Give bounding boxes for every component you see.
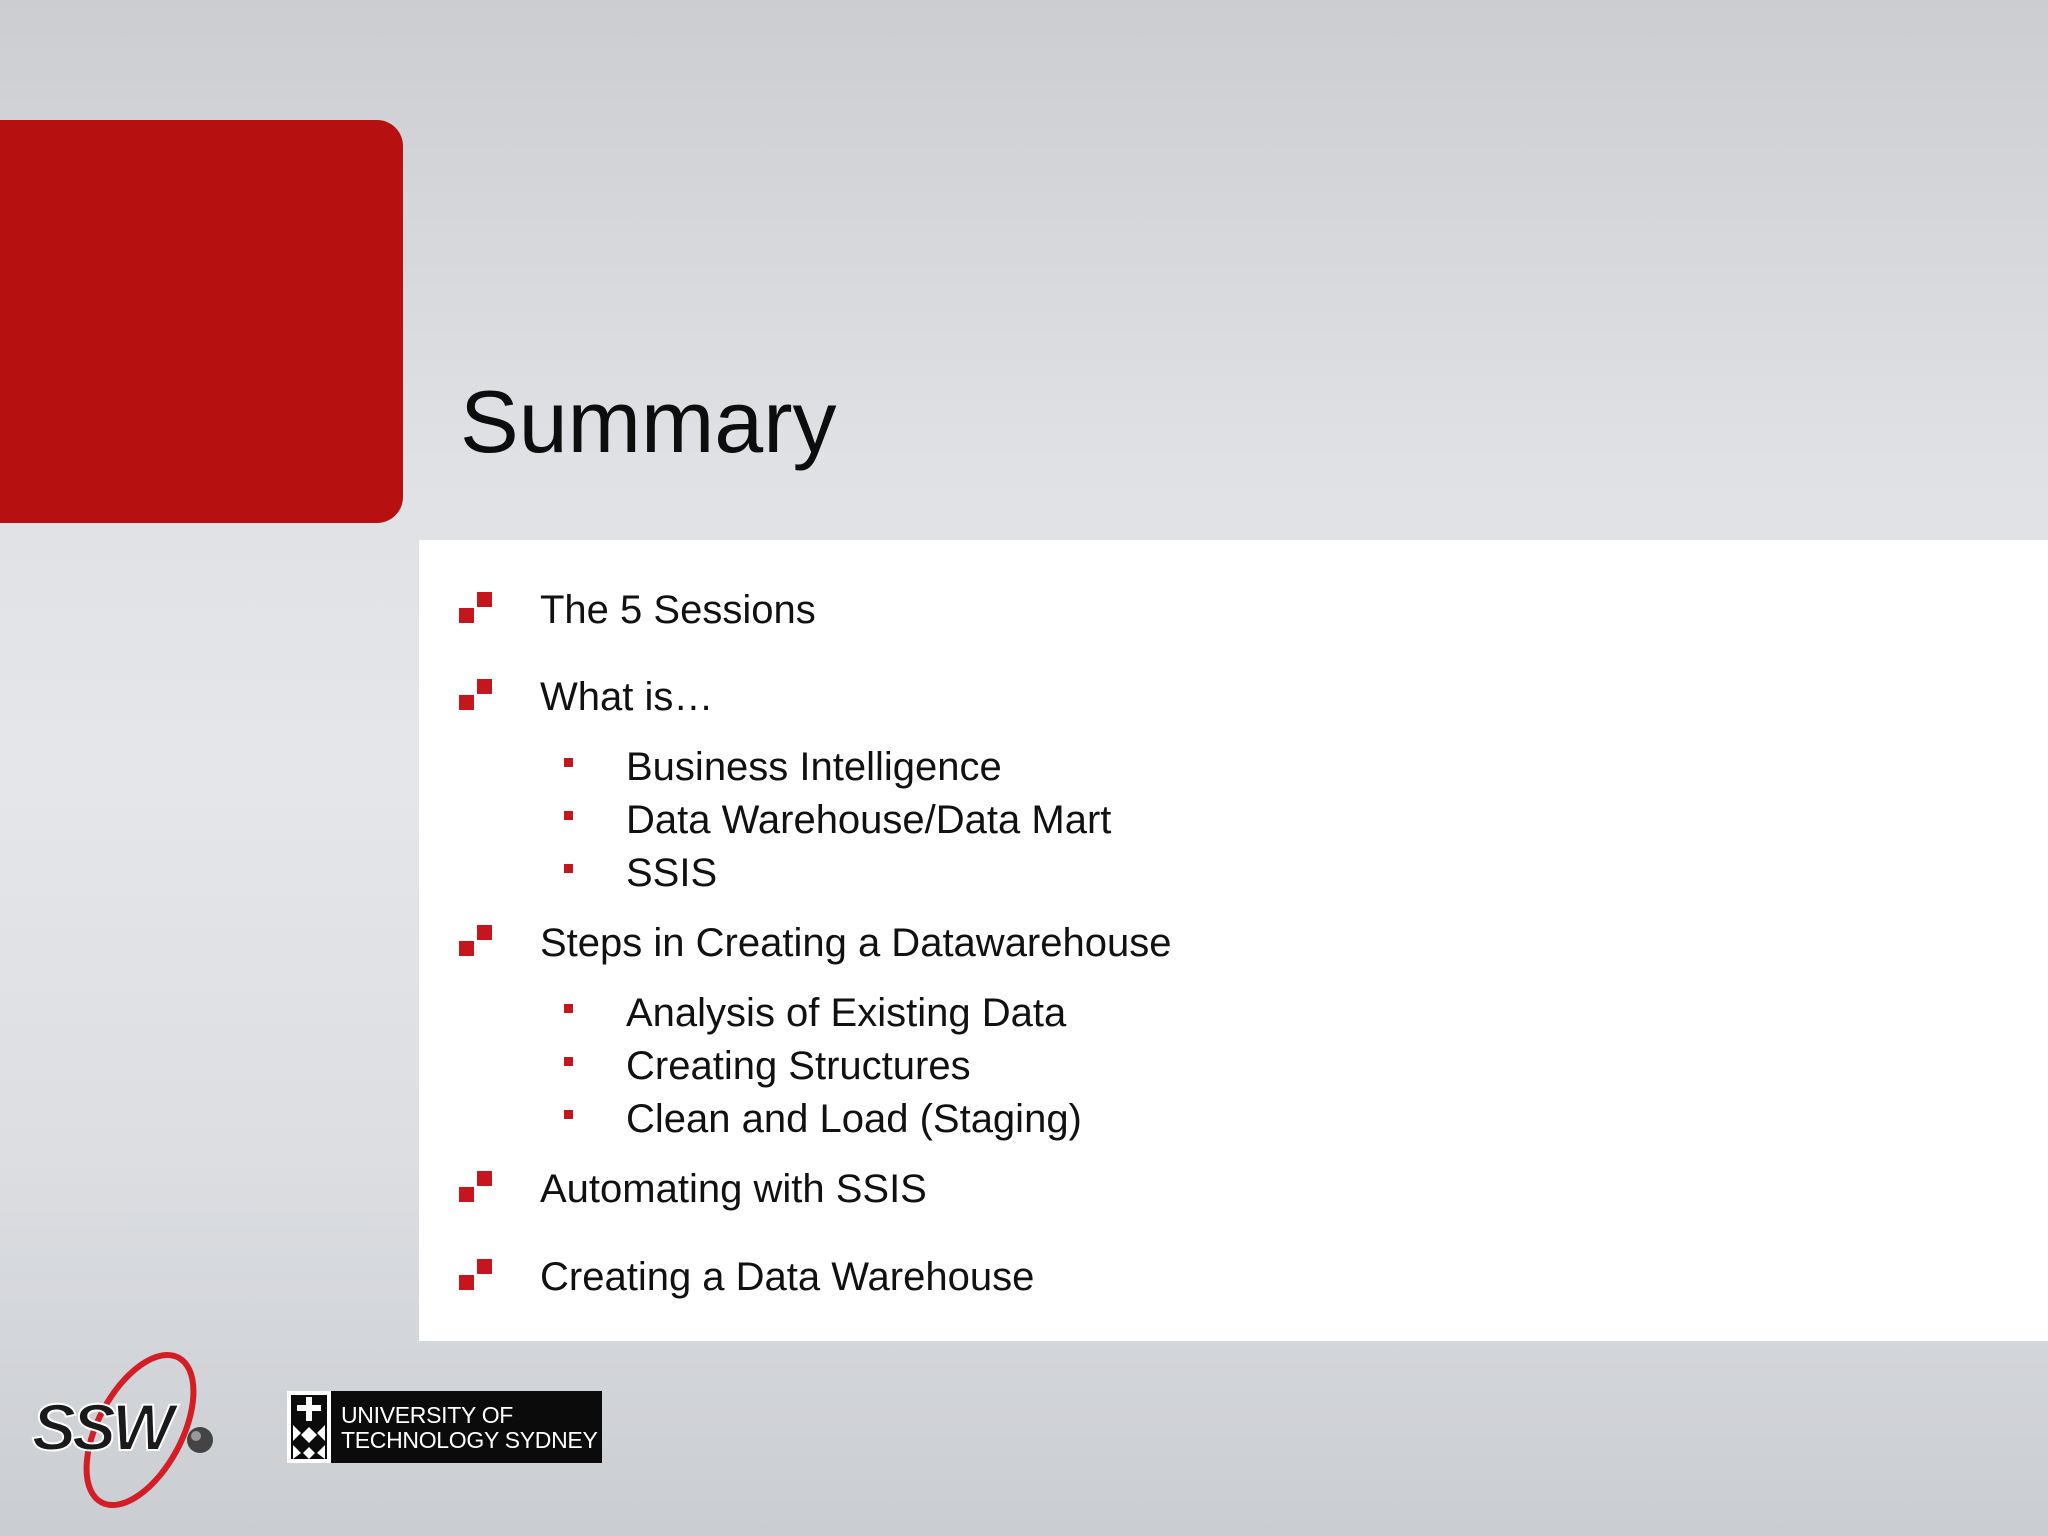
square-bullet-icon [564, 1004, 573, 1013]
checker-bullet-icon [459, 592, 493, 626]
sub-bullet-item: Creating Structures [626, 1044, 971, 1088]
square-bullet-icon [564, 758, 573, 767]
bullet-item: Creating a Data Warehouse [540, 1255, 1035, 1299]
checker-bullet-icon [459, 679, 493, 713]
slide-title: Summary [460, 372, 837, 471]
bullet-item: The 5 Sessions [540, 588, 816, 632]
ssw-logo-text: SSW [32, 1390, 171, 1464]
uts-logo [287, 1391, 602, 1463]
uts-logo-text: UNIVERSITY OF TECHNOLOGY SYDNEY [341, 1402, 598, 1453]
sub-bullet-item: Business Intelligence [626, 745, 1002, 789]
bullet-item: What is… [540, 675, 714, 719]
bullet-item: Automating with SSIS [540, 1167, 927, 1211]
ssw-logo [28, 1350, 238, 1520]
square-bullet-icon [564, 811, 573, 820]
checker-bullet-icon [459, 925, 493, 959]
sub-bullet-item: SSIS [626, 851, 718, 895]
square-bullet-icon [564, 864, 573, 873]
square-bullet-icon [564, 1057, 573, 1066]
bullet-item: Steps in Creating a Datawarehouse [540, 921, 1172, 965]
checker-bullet-icon [459, 1259, 493, 1293]
uts-emblem-icon [287, 1391, 331, 1463]
square-bullet-icon [564, 1110, 573, 1119]
sub-bullet-item: Clean and Load (Staging) [626, 1097, 1082, 1141]
sub-bullet-item: Analysis of Existing Data [626, 991, 1067, 1035]
title-accent-block [0, 120, 403, 523]
checker-bullet-icon [459, 1171, 493, 1205]
sub-bullet-item: Data Warehouse/Data Mart [626, 798, 1112, 842]
